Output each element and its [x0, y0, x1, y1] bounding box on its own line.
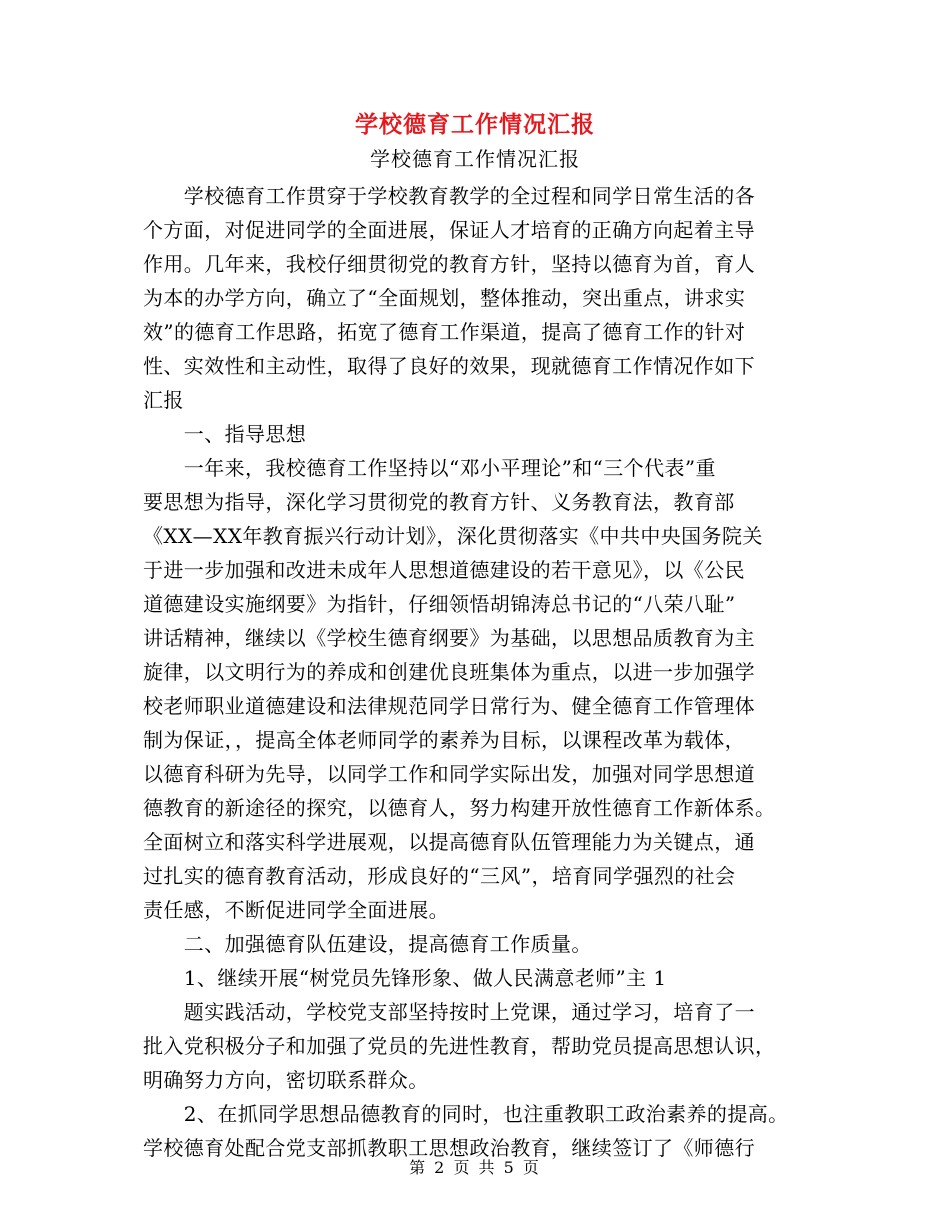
body-line: 校老师职业道德建设和法律规范同学日常行为、健全德育工作管理体: [143, 694, 755, 718]
body-line: 明确努力方向，密切联系群众。: [143, 1068, 429, 1092]
body-line: 个方面，对促进同学的全面进展，保证人才培育的正确方向起着主导: [143, 218, 755, 242]
body-line: 批入党积极分子和加强了党员的先进性教育，帮助党员提高思想认识，: [143, 1034, 776, 1058]
body-line: 作用。几年来，我校仔细贯彻党的教育方针，坚持以德育为首，育人: [143, 252, 755, 276]
body-line: 旋律，以文明行为的养成和创建优良班集体为重点，以进一步加强学: [143, 660, 755, 684]
body-line: 要思想为指导，深化学习贯彻党的教育方针、义务教育法，教育部: [143, 490, 735, 514]
body-line: 道德建设实施纲要》为指针，仔细领悟胡锦涛总书记的“八荣八耻”: [143, 592, 736, 616]
body-line: 以德育科研为先导，以同学工作和同学实际出发，加强对同学思想道: [143, 762, 755, 786]
body-line: 过扎实的德育教育活动，形成良好的“三风”，培育同学强烈的社会: [143, 864, 736, 888]
body-line: 1、继续开展“树党员先锋形象、做人民满意老师”主 1: [143, 966, 667, 990]
body-line: 讲话精神，继续以《学校生德育纲要》为基础，以思想品质教育为主: [143, 626, 755, 650]
document-subtitle: 学校德育工作情况汇报: [370, 147, 580, 171]
body-line: 学校德育工作贯穿于学校教育教学的全过程和同学日常生活的各: [143, 184, 755, 208]
section-heading: 二、加强德育队伍建设，提高德育工作质量。: [143, 932, 592, 956]
document-title: 学校德育工作情况汇报: [355, 111, 595, 138]
body-line: 性、实效性和主动性，取得了良好的效果，现就德育工作情况作如下: [143, 354, 755, 378]
body-line: 汇报: [143, 388, 184, 412]
document-body: [143, 179, 833, 1165]
body-line: 责任感，不断促进同学全面进展。: [143, 898, 449, 922]
body-line: 德教育的新途径的探究，以德育人，努力构建开放性德育工作新体系。: [143, 796, 776, 820]
body-line: 题实践活动，学校党支部坚持按时上党课，通过学习，培育了一: [143, 1000, 755, 1024]
body-line: 学校德育处配合党支部抓教职工思想政治教育，继续签订了《师德行: [143, 1136, 755, 1160]
body-line: 为本的办学方向，确立了“全面规划，整体推动，突出重点，讲求实: [143, 286, 746, 310]
body-line: 制为保证，，提高全体老师同学的素养为目标，以课程改革为载体，: [143, 728, 745, 752]
body-line: 一年来，我校德育工作坚持以“邓小平理论”和“三个代表”重: [143, 456, 716, 480]
body-line: 《XX—XX年教育振兴行动计划》，深化贯彻落实《中共中央国务院关: [143, 524, 763, 548]
body-line: 全面树立和落实科学进展观，以提高德育队伍管理能力为关键点，通: [143, 830, 755, 854]
body-line: 2、在抓同学思想品德教育的同时，也注重教职工政治素养的提高。: [143, 1102, 789, 1126]
section-heading: 一、指导思想: [143, 422, 307, 446]
body-line: 效”的德育工作思路，拓宽了德育工作渠道，提高了德育工作的针对: [143, 320, 746, 344]
page-number-footer: 第 2 页 共 5 页: [409, 1158, 541, 1177]
body-line: 于进一步加强和改进未成年人思想道德建设的若干意见》，以《公民: [143, 558, 745, 582]
